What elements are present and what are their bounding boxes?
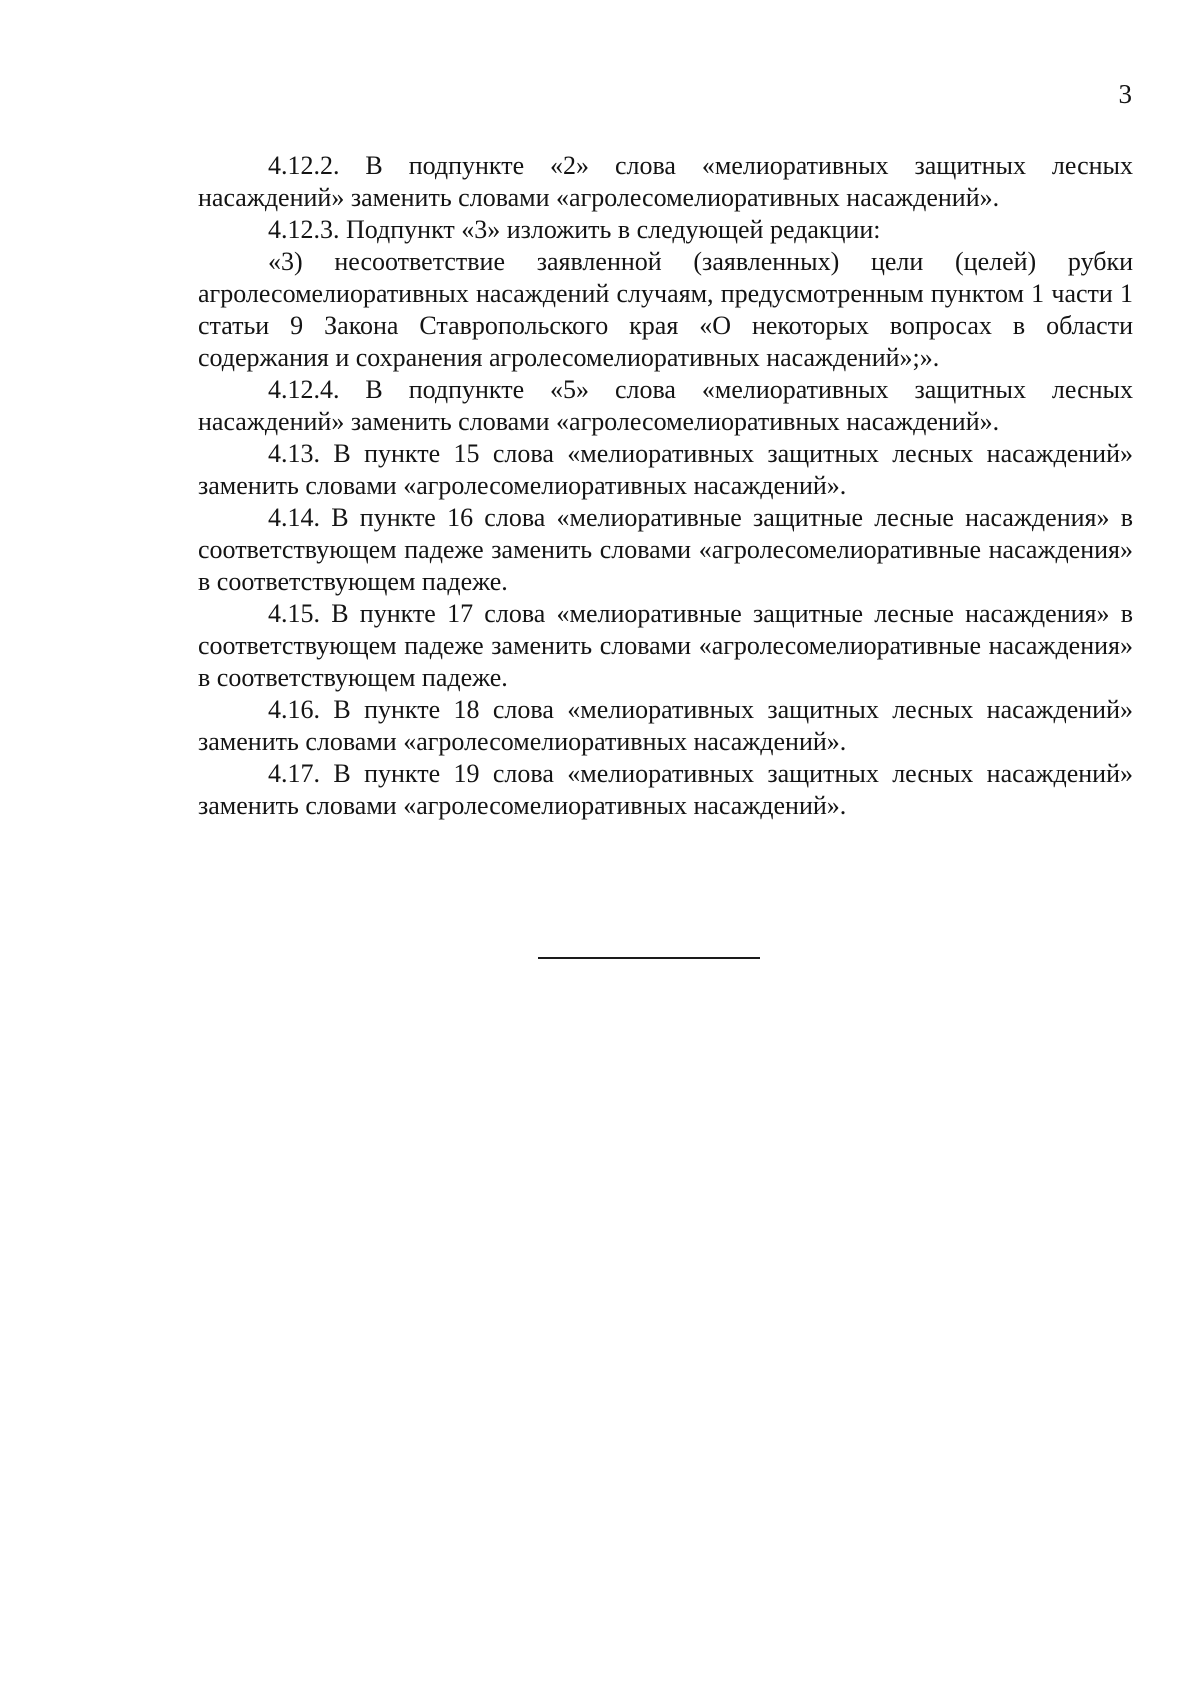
end-of-text-rule xyxy=(538,957,760,959)
paragraph-4-13: 4.13. В пункте 15 слова «мелиоративных защитных лесных насаждений» заменить словами «агролесомелиоративных насаждений». xyxy=(198,439,1133,500)
paragraph-4-14: 4.14. В пункте 16 слова «мелиоративные защитные лесные насаждения» в соответствующем падеже заменить словами «агролесомелиоративные насаждения» в соответствующем падеже. xyxy=(198,503,1133,596)
paragraph-4-16: 4.16. В пункте 18 слова «мелиоративных защитных лесных насаждений» заменить словами «агролесомелиоративных насаждений». xyxy=(198,695,1133,756)
paragraph-4-12-4: 4.12.4. В подпункте «5» слова «мелиоративных защитных лесных насаждений» заменить словами «агролесомелиоративных насаждений». xyxy=(198,375,1133,436)
page-number: 3 xyxy=(1118,79,1132,109)
paragraph-subitem-3-text: «3) несоответствие заявленной (заявленных) цели (целей) рубки агролесомелиоративных насаждений случаям, предусмотренным пунктом 1 части 1 статьи 9 Закона Ставропольского края «О некоторых вопросах в области содержания и сохранения агролесомелиоративных насаждений»;». xyxy=(198,247,1133,372)
paragraph-4-15: 4.15. В пункте 17 слова «мелиоративные защитные лесные насаждения» в соответствующем падеже заменить словами «агролесомелиоративные насаждения» в соответствующем падеже. xyxy=(198,599,1133,692)
paragraph-4-12-3: 4.12.3. Подпункт «3» изложить в следующей редакции: xyxy=(268,215,881,244)
paragraph-4-17: 4.17. В пункте 19 слова «мелиоративных защитных лесных насаждений» заменить словами «агролесомелиоративных насаждений». xyxy=(198,759,1133,820)
paragraph-4-12-2: 4.12.2. В подпункте «2» слова «мелиоративных защитных лесных насаждений» заменить словами «агролесомелиоративных насаждений». xyxy=(198,151,1133,212)
document-body xyxy=(198,150,1133,822)
